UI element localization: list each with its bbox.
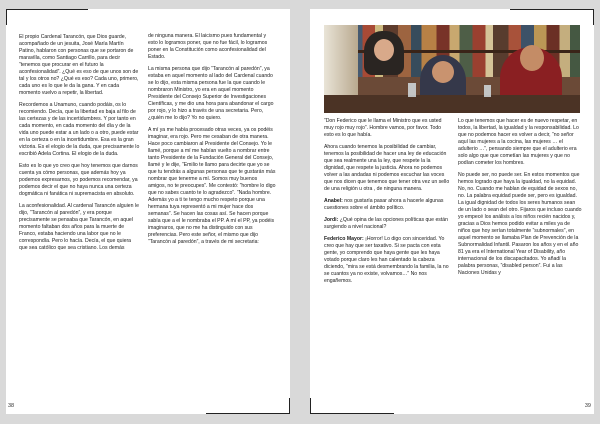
left-page <box>6 9 290 414</box>
speaker-label: Jordi: <box>324 217 339 224</box>
interview-photo <box>324 25 580 113</box>
left-column-1 <box>19 34 141 257</box>
speaker-label: Anabel: <box>324 198 343 205</box>
paragraph <box>324 217 452 231</box>
left-column-2 <box>148 33 276 251</box>
paragraph-text: ¡Horror! Lo digo con sinceridad. Yo creo que hay que ser taxativo. Si se pacta con esta gente, yo comprendo que haya gente que les haya votado porque claro les han calentado la cabeza diciendo, “mira se está desmembrando la familia, la no se cuantos ya no existe, volvamos…” No nos engañemos. <box>324 236 449 285</box>
corner-rule-left <box>6 9 7 25</box>
page-number: 39 <box>584 403 591 409</box>
person-right-face <box>520 45 544 71</box>
paragraph <box>324 198 452 212</box>
table <box>324 95 580 113</box>
page-number: 38 <box>8 403 15 409</box>
paragraph-text: nos gustaría pasar ahora a hacerle algunas cuestiones sobre el ámbito político. <box>324 198 444 212</box>
paragraph: La misma persona que dijo “Tarancón al paredón”, ya estaba en aquel momento al lado del Cardenal cuando se lo dijo, esta misma persona fue la que cuando le nombraron Ministro, yo era en aquel momento Presidente del Consejo Superior de Investigaciones Científicas, y me dio una hora para abandonar el cargo por rojo, y lo hizo a través de una secretaria. Pero, ¿quién me lo dijo? Yo no quiero. <box>148 66 274 122</box>
paragraph: La aconfesionalidad. Al cardenal Tarancón alguien le dijo, “Tarancón al paredón”, y era porque precisamente se pensaba que Tarancón, en aquel momento faltaban dos años para la muerte de Franco, estaba haciendo una labor que no le correspondía. Pero lo hacía. Decía, el que quiera que sea católico que sea cristiano. Los demás <box>19 203 139 252</box>
paragraph-text: Ahora cuando tenemos la posibilidad de cambiar, tenemos la posibilidad de hacer una ley de educación que sea realmente una la ley, que respete la la dignidad, que respete la justicia. Ahora no podemos volver a las andadas ni podemos escuchar las voces que nos dicen que tenemos que tener otra vez un sello de una religión u otra , de ninguna manera. <box>324 144 450 193</box>
paragraph-text: ¿Qué opina de las opciones políticas que están surgiendo a nivel nacional? <box>324 217 449 231</box>
corner-rule-right <box>593 9 594 25</box>
paragraph <box>324 144 452 193</box>
paragraph-text: “Don Federico que le llama el Ministro que es usted muy rojo muy rojo”. Hombre vamos, por favor. Todo esto es lo que había. <box>324 118 442 139</box>
paragraph: Esto es lo que yo creo que hoy tenemos que darnos cuenta ya cómo personas, que además hoy ya podemos expresarnos, yo podemos recomendar, ya podemos decir el que no haya nunca una certeza dogmática ni fanática ni supremacista en absoluto. <box>19 163 138 198</box>
person-middle-face <box>432 61 454 83</box>
paragraph: de ninguna manera. El laicismo pues fundamental y esto lo logramos poner, que no fue fácil, lo logramos poner en la Constitución como aconfesionalidad del Estado. <box>148 33 268 61</box>
paragraph: Recordemos a Unamuno, cuando podáis, os lo recomiendo. Decía, que la libertad es baja al filo de las certezas y de las incertidumbres. Y por tanto en cada momento, en cada momento del día y de la vida uno puede estar a un lado o a otro, puede estar en la certeza o en la incertidumbre. Esa es la gran victoria. Es el elogio de la duda, que precisamente lo escribió Adela Cortina. El elogio de la duda. <box>19 102 140 158</box>
right-column-2 <box>458 118 582 282</box>
corner-rule-bottom-left <box>310 413 394 414</box>
glass <box>408 83 416 97</box>
paragraph: Lo que tenemos que hacer es de nuevo respetar, en todos, la libertad, la igualdad y la responsabilidad. Lo que no podemos hacer es volver a decir, “no señor aquí las mujeres a la cocina, las mujeres … el adulterio …”, pensando siempre que el adulterio era solo algo que que cometían las mujeres y que no podían cometer los hombres. <box>458 118 579 167</box>
paragraph: El propio Cardenal Tarancón, que Dios guarde, acompañado de un jesuita, José María Martín Patino, hablaron con personas que se portaron de maravilla, como Santiago Carrillo, para decir “tenemos que procurar en el futuro la aconfesionalidad”. ¿Qué es eso de que unos son de tal y los otros no? ¿Qué es eso? Cada uno, primero, cada uno es lo que le da la gana. Y en cada momento vuelvo a repetir, la libertad. <box>19 34 139 97</box>
corner-rule-right <box>289 398 290 414</box>
corner-rule-top-right <box>510 9 594 10</box>
speaker-label: Federico Mayor: <box>324 236 364 243</box>
person-left-face <box>374 39 394 61</box>
right-column-1 <box>324 118 452 290</box>
corner-rule-top-left <box>6 9 88 10</box>
paragraph <box>324 118 452 139</box>
paragraph: A mí ya me había procesado otras veces, ya os podéis imaginar, era rojo. Pero me cesaban de otra manera. Hace poco cambiaron al Presidente del Consejo. Yo le llamé, porque a mí me habían vuelto a nombrar entre tanto Presidente de la Fundación General del Consejo, llamé y le dije, “Emilio te llamo para decirte que yo se que tu tendrás a algunas personas que te gustarán más nombrar que tenerme a mí. Somos muy buenos amigos, no te preocupes”. Me contestó: “hombre lo digo que no sabes cuanto te lo agradezco”. “Nada hombre. Además yo a ti te tengo mucho respeto porque una hermana tuya representó a mi mujer hace dos semanas”. Se hacen las cosas así. Se hacen porque sabía que a el le nombraba el PP. A mí el PP, ya podéis imaginaros, que no me ha distinguido con sus preferencias. Pero este señor, el mismo que dijo “Tarancón al paredón”, a través de mi secretaria: <box>148 127 276 246</box>
right-page <box>310 9 594 414</box>
paragraph <box>324 236 452 285</box>
corner-rule-bottom-right <box>206 413 290 414</box>
corner-rule-left <box>310 398 311 414</box>
glass <box>484 85 491 97</box>
paragraph: No puede ser, no puede ser. En estos momentos que hemos logrado que haya la igualdad, no la equidad. No, no. Cuando me hablan de equidad de sexos no, no. La palabra equidad puede ser, pero es igualdad. La igual dignidad de todos los seres humanos sean de un lado o sean del otro. Fijaros que incluso cuando yo empecé los análisis a los niños recién nacidos y, gracias a Dios hemos podido evitar a miles ya de niños que hoy serían totalmente “subnormales”, en aquel momento se llamaba Plan de Prevención de la Subnormalidad Infantil. Pasaron los años y en el año 81 ya era el International Year of Disability, año internacional de los discapacitados. Yo añadí la palabra personas, “disabled person”. Fui a las Naciones Unidas y <box>458 172 582 277</box>
